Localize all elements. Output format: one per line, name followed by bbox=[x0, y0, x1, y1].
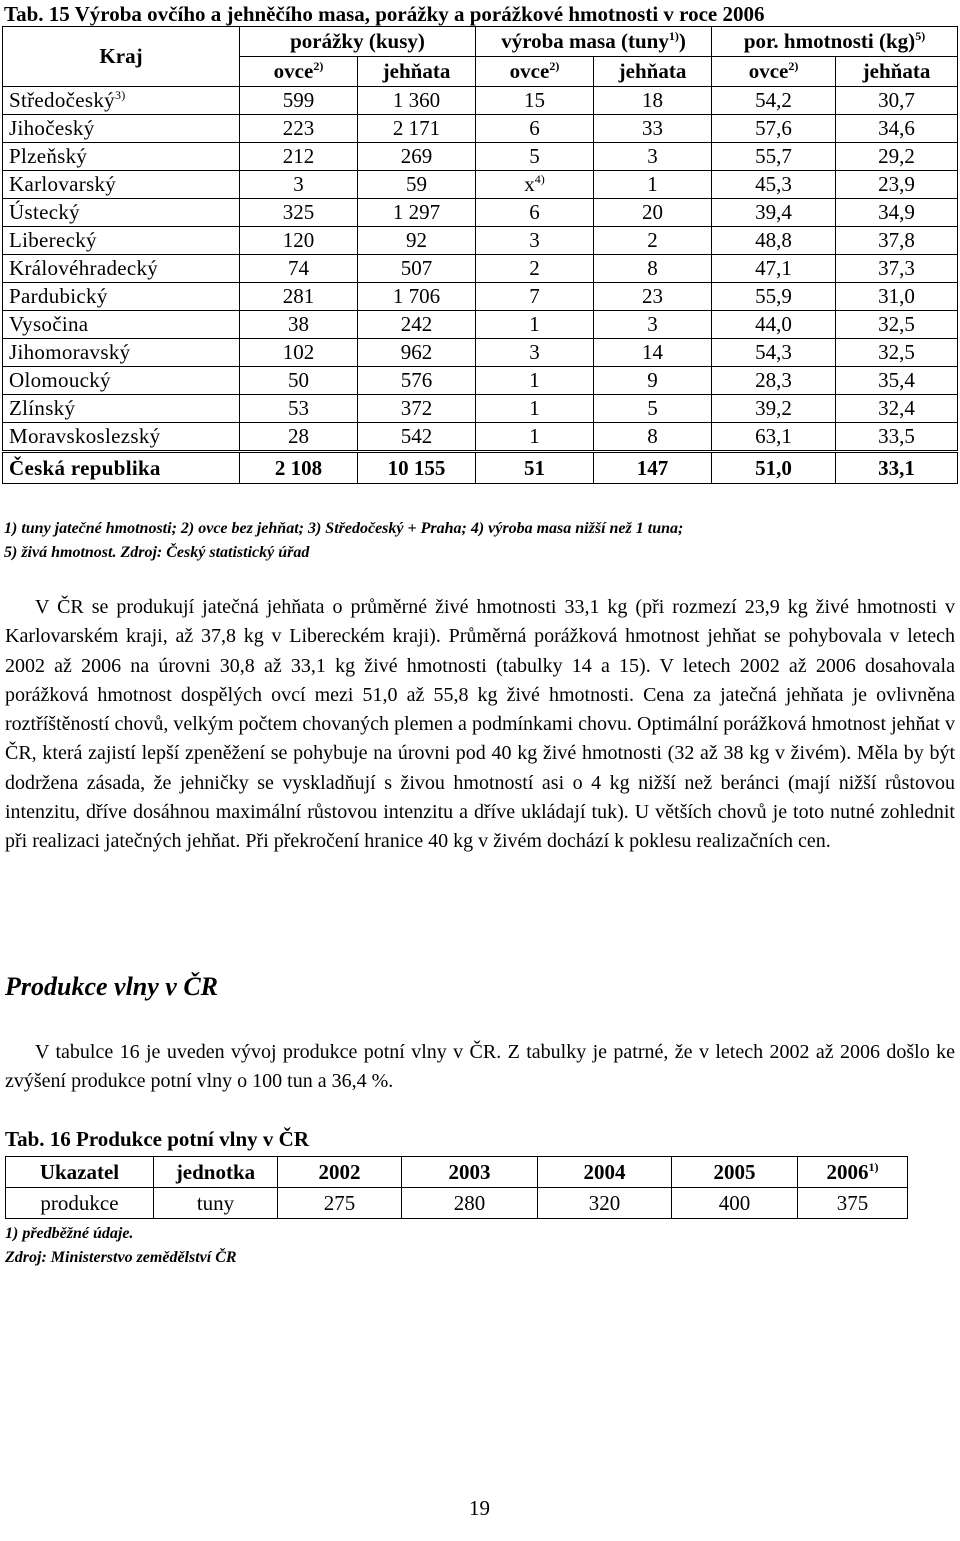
table-15-header-row-1 bbox=[3, 27, 958, 57]
table-row bbox=[3, 255, 958, 283]
table-row bbox=[3, 423, 958, 452]
table-cell: 375 bbox=[798, 1188, 908, 1219]
table-cell: 1 bbox=[476, 395, 594, 423]
table-row bbox=[3, 227, 958, 255]
paragraph-text: V tabulce 16 je uveden vývoj produkce potní vlny v ČR. Z tabulky je patrné, že v letech 2002 až 2006 došlo ke zvýšení produkce potní vlny o 100 tun a 36,4 %. bbox=[5, 1041, 955, 1093]
table-cell: 10 155 bbox=[358, 452, 476, 484]
header-porazky: porážky (kusy) bbox=[240, 27, 476, 57]
table-cell: 54,3 bbox=[712, 339, 836, 367]
table-cell: 33,1 bbox=[836, 452, 958, 484]
table-cell: 325 bbox=[240, 199, 358, 227]
table-row bbox=[3, 367, 958, 395]
header-year: 2006$^{1)}$ bbox=[798, 1157, 908, 1188]
header-year: 2005 bbox=[672, 1157, 798, 1188]
table-cell: 7 bbox=[476, 283, 594, 311]
table-cell: 57,6 bbox=[712, 115, 836, 143]
table-cell: 47,1 bbox=[712, 255, 836, 283]
header-year: 2002 bbox=[278, 1157, 402, 1188]
table-cell: 507 bbox=[358, 255, 476, 283]
table-cell: 33,5 bbox=[836, 423, 958, 452]
table-row bbox=[3, 115, 958, 143]
table-cell: 102 bbox=[240, 339, 358, 367]
table-cell: 400 bbox=[672, 1188, 798, 1219]
table-cell: 39,4 bbox=[712, 199, 836, 227]
table-cell: 63,1 bbox=[712, 423, 836, 452]
paragraph-lamb-weights bbox=[5, 593, 955, 857]
table-cell: 39,2 bbox=[712, 395, 836, 423]
table-cell: 51,0 bbox=[712, 452, 836, 484]
table-row bbox=[3, 311, 958, 339]
table-cell: 35,4 bbox=[836, 367, 958, 395]
table-cell: 6 bbox=[476, 199, 594, 227]
table-cell: 74 bbox=[240, 255, 358, 283]
table-cell: 44,0 bbox=[712, 311, 836, 339]
table-cell: 3 bbox=[476, 339, 594, 367]
table-cell: 223 bbox=[240, 115, 358, 143]
table-cell: 5 bbox=[594, 395, 712, 423]
region-name: Olomoucký bbox=[3, 367, 240, 395]
region-name: Královéhradecký bbox=[3, 255, 240, 283]
table-cell: 37,8 bbox=[836, 227, 958, 255]
table-cell: 6 bbox=[476, 115, 594, 143]
table-cell: 3 bbox=[240, 171, 358, 199]
table-row bbox=[3, 199, 958, 227]
table-cell: 92 bbox=[358, 227, 476, 255]
region-name: Ústecký bbox=[3, 199, 240, 227]
table-row bbox=[3, 283, 958, 311]
table-cell: 962 bbox=[358, 339, 476, 367]
region-name: Karlovarský bbox=[3, 171, 240, 199]
region-name: Pardubický bbox=[3, 283, 240, 311]
table-cell: 34,9 bbox=[836, 199, 958, 227]
table-cell: 20 bbox=[594, 199, 712, 227]
table-16 bbox=[5, 1156, 908, 1219]
header-kraj: Kraj bbox=[3, 27, 240, 87]
table-cell: 8 bbox=[594, 423, 712, 452]
table-cell: 275 bbox=[278, 1188, 402, 1219]
header-porazkova-hmotnost: por. hmotnosti (kg)$^{5)}$ bbox=[712, 27, 958, 57]
table-16-row bbox=[6, 1188, 908, 1219]
table-cell: produkce bbox=[6, 1188, 154, 1219]
region-name: Vysočina bbox=[3, 311, 240, 339]
table-cell: 23 bbox=[594, 283, 712, 311]
table-cell: 3 bbox=[594, 143, 712, 171]
table-cell: 242 bbox=[358, 311, 476, 339]
table-row bbox=[3, 143, 958, 171]
table-cell: 9 bbox=[594, 367, 712, 395]
header-vyroba-masa: výroba masa (tuny$^{1)}$) bbox=[476, 27, 712, 57]
table-cell: 1 297 bbox=[358, 199, 476, 227]
table-row bbox=[3, 395, 958, 423]
header-jednotka: jednotka bbox=[154, 1157, 278, 1188]
table-row bbox=[3, 171, 958, 199]
table-cell: 1 bbox=[476, 311, 594, 339]
table-16-header-row bbox=[6, 1157, 908, 1188]
header-jehnata: jehňata bbox=[594, 57, 712, 87]
table-cell: 50 bbox=[240, 367, 358, 395]
table-cell: 2 171 bbox=[358, 115, 476, 143]
table-cell: 23,9 bbox=[836, 171, 958, 199]
header-ovce: ovce$^{2)}$ bbox=[476, 57, 594, 87]
table-cell: 599 bbox=[240, 87, 358, 115]
table-cell: 147 bbox=[594, 452, 712, 484]
table-16-caption: Tab. 16 Produkce potní vlny v ČR bbox=[5, 1127, 309, 1151]
table-cell: 32,5 bbox=[836, 311, 958, 339]
region-name: Středočeský$^{3)}$ bbox=[3, 87, 240, 115]
table-cell: 54,2 bbox=[712, 87, 836, 115]
table-cell: 281 bbox=[240, 283, 358, 311]
table-cell: $x^{4)}$ bbox=[476, 171, 594, 199]
table-cell: 28,3 bbox=[712, 367, 836, 395]
header-jehnata: jehňata bbox=[358, 57, 476, 87]
table-cell: 59 bbox=[358, 171, 476, 199]
table-cell: 51 bbox=[476, 452, 594, 484]
table-cell: 53 bbox=[240, 395, 358, 423]
header-ovce: ovce$^{2)}$ bbox=[240, 57, 358, 87]
table-cell: 55,7 bbox=[712, 143, 836, 171]
table-cell: 28 bbox=[240, 423, 358, 452]
table-cell: 33 bbox=[594, 115, 712, 143]
header-ukazatel: Ukazatel bbox=[6, 1157, 154, 1188]
table-cell: 3 bbox=[594, 311, 712, 339]
table-15-notes-line-2: 5) živá hmotnost. Zdroj: Český statistický úřad bbox=[4, 544, 310, 561]
table-cell: 8 bbox=[594, 255, 712, 283]
table-cell: 38 bbox=[240, 311, 358, 339]
table-cell: 280 bbox=[402, 1188, 538, 1219]
table-16-note: 1) předběžné údaje. bbox=[5, 1225, 134, 1242]
table-cell: 32,5 bbox=[836, 339, 958, 367]
table-cell: 3 bbox=[476, 227, 594, 255]
table-cell: 576 bbox=[358, 367, 476, 395]
table-cell: 320 bbox=[538, 1188, 672, 1219]
table-15-notes-line-1: 1) tuny jatečné hmotnosti; 2) ovce bez jehňat; 3) Středočeský + Praha; 4) výroba masa nižší než 1 tuna; bbox=[4, 520, 684, 537]
table-total-row bbox=[3, 452, 958, 484]
region-name: Jihomoravský bbox=[3, 339, 240, 367]
header-jehnata: jehňata bbox=[836, 57, 958, 87]
table-cell: 32,4 bbox=[836, 395, 958, 423]
table-15-caption: Tab. 15 Výroba ovčího a jehněčího masa, porážky a porážkové hmotnosti v roce 2006 bbox=[4, 2, 765, 26]
table-cell: 45,3 bbox=[712, 171, 836, 199]
region-name: Zlínský bbox=[3, 395, 240, 423]
table-row bbox=[3, 339, 958, 367]
header-year: 2003 bbox=[402, 1157, 538, 1188]
table-cell: tuny bbox=[154, 1188, 278, 1219]
header-year: 2004 bbox=[538, 1157, 672, 1188]
header-ovce: ovce$^{2)}$ bbox=[712, 57, 836, 87]
table-cell: 1 bbox=[594, 171, 712, 199]
table-cell: 1 bbox=[476, 423, 594, 452]
table-cell: 18 bbox=[594, 87, 712, 115]
table-cell: 55,9 bbox=[712, 283, 836, 311]
table-cell: 120 bbox=[240, 227, 358, 255]
table-cell: 37,3 bbox=[836, 255, 958, 283]
table-cell: 5 bbox=[476, 143, 594, 171]
table-cell: 31,0 bbox=[836, 283, 958, 311]
table-cell: 30,7 bbox=[836, 87, 958, 115]
table-cell: 1 360 bbox=[358, 87, 476, 115]
table-15 bbox=[2, 26, 958, 484]
section-heading: Produkce vlny v ČR bbox=[5, 972, 219, 1001]
table-16-source: Zdroj: Ministerstvo zemědělství ČR bbox=[5, 1249, 237, 1266]
page-number: 19 bbox=[469, 1496, 490, 1520]
table-cell: 29,2 bbox=[836, 143, 958, 171]
table-15-body bbox=[3, 87, 958, 484]
table-cell: 372 bbox=[358, 395, 476, 423]
table-cell: 15 bbox=[476, 87, 594, 115]
table-cell: 34,6 bbox=[836, 115, 958, 143]
paragraph-wool bbox=[5, 1038, 955, 1097]
table-cell: 2 108 bbox=[240, 452, 358, 484]
table-cell: 1 bbox=[476, 367, 594, 395]
table-cell: 212 bbox=[240, 143, 358, 171]
region-name: Jihočeský bbox=[3, 115, 240, 143]
table-cell: 269 bbox=[358, 143, 476, 171]
region-name: Liberecký bbox=[3, 227, 240, 255]
table-cell: 48,8 bbox=[712, 227, 836, 255]
region-name: Česká republika bbox=[3, 452, 240, 484]
table-cell: 1 706 bbox=[358, 283, 476, 311]
region-name: Moravskoslezský bbox=[3, 423, 240, 452]
paragraph-text: V ČR se produkují jatečná jehňata o průměrné živé hmotnosti 33,1 kg (při rozmezí 23,9 kg živé hmotnosti v Karlovarském kraji, až 37,8 kg v Libereckém kraji). Průměrná porážková hmotnost jehňat se pohybovala v letech 2002 až 2006 na úrovni 30,8 až 33,1 kg živé hmotnosti (tabulky 14 a 15). V letech 2002 až 2006 dosahovala porážková hmotnost dospělých ovcí mezi 51,0 až 55,8 kg živé hmotnosti. Cena za jatečná jehňata je ovlivněna roztříštěností chovů, velkým počtem chovaných plemen a podmínkami chovu. Optimální porážková hmotnost jehňat v ČR, která zajistí lepší zpeněžení se pohybuje na úrovni pod 40 kg živé hmotnosti (32 až 38 kg v živém). Měla by být dodržena zásada, že jehničky se vyskladňují s živou hmotností asi o 4 kg nižší než beránci (mají nižší růstovou intenzitu, dříve dosáhnou maximální růstovou intenzitu a dříve ukládají tuk). U větších chovů je toto nutné zohlednit při realizaci jatečných jehňat. Při překročení hranice 40 kg v živém dochází k poklesu realizačních cen. bbox=[5, 596, 955, 853]
table-cell: 542 bbox=[358, 423, 476, 452]
table-cell: 2 bbox=[476, 255, 594, 283]
table-cell: 14 bbox=[594, 339, 712, 367]
region-name: Plzeňský bbox=[3, 143, 240, 171]
table-row bbox=[3, 87, 958, 115]
table-cell: 2 bbox=[594, 227, 712, 255]
